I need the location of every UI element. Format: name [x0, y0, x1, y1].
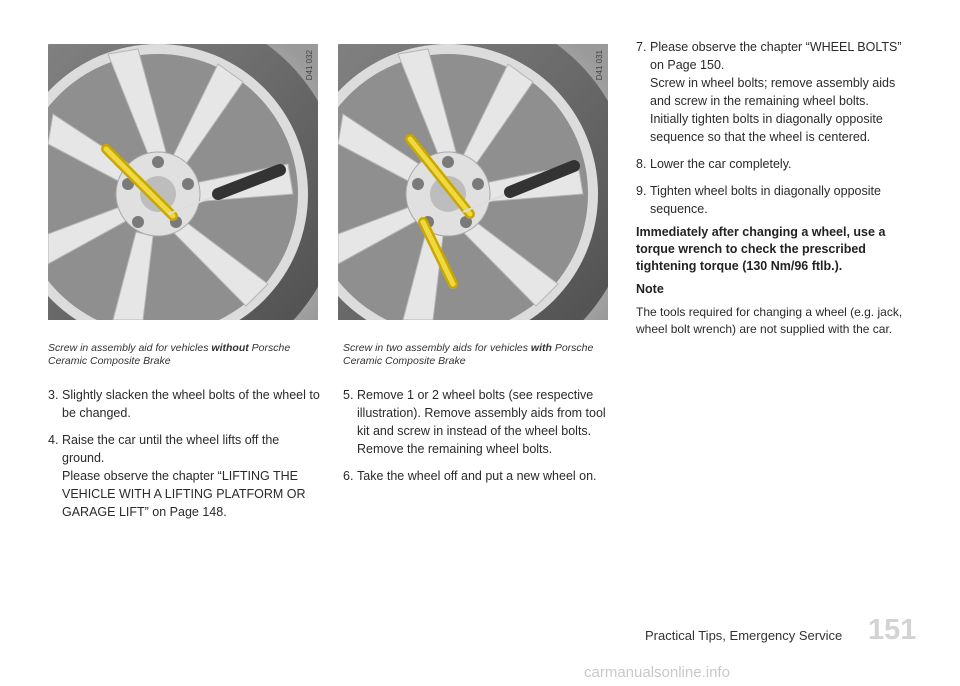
page-number: 151: [868, 614, 917, 646]
list-item: 8. Lower the car completely.: [636, 157, 792, 171]
list-item: 3. Slightly slacken the wheel bolts of the wheel to be changed.: [48, 388, 320, 420]
wheel-illustration-right: [338, 44, 608, 320]
watermark: carmanualsonline.info: [584, 664, 730, 681]
steps-column-3: [636, 38, 908, 227]
list-item: 7. Please observe the chapter “WHEEL BOLTS” on Page 150. Screw in wheel bolts; remove assembly aids and screw in the remaining wheel bolts. Initially tighten bolts in diagonally opposite sequence so that the wheel is centered.: [636, 40, 902, 144]
figure-left: [48, 44, 318, 320]
footer-section-title: Practical Tips, Emergency Service: [645, 628, 843, 643]
wheel-illustration-left: [48, 44, 318, 320]
figure-left-caption: Screw in assembly aid for vehicles without Porsche Ceramic Composite Brake: [48, 342, 291, 367]
list-item: 9. Tighten wheel bolts in diagonally opposite sequence.: [636, 184, 881, 216]
note-text: The tools required for changing a wheel (e.g. jack, wheel bolt wrench) are not supplied with the car.: [636, 305, 903, 336]
steps-column-1: [48, 386, 324, 530]
list-item: 4. Raise the car until the wheel lifts off the ground. Please observe the chapter “LIFTING THE VEHICLE WITH A LIFTING PLATFORM OR GARAGE LIFT” on Page 148.: [48, 433, 306, 519]
figure-right: [338, 44, 608, 320]
list-item: 6. Take the wheel off and put a new wheel on.: [343, 469, 597, 483]
steps-column-2: [343, 386, 619, 494]
figure-code: D41 031: [595, 50, 604, 81]
figure-code: D41 032: [305, 50, 314, 81]
list-item: 5. Remove 1 or 2 wheel bolts (see respective illustration). Remove assembly aids from tool kit and screw in instead of the wheel bolts. Remove the remaining wheel bolts.: [343, 388, 606, 456]
note-title: Note: [636, 282, 664, 296]
figure-right-caption: Screw in two assembly aids for vehicles with Porsche Ceramic Composite Brake: [343, 342, 594, 367]
warning-heading: Immediately after changing a wheel, use a torque wrench to check the prescribed tightening torque (130 Nm/96 ftlb.).: [636, 225, 886, 273]
